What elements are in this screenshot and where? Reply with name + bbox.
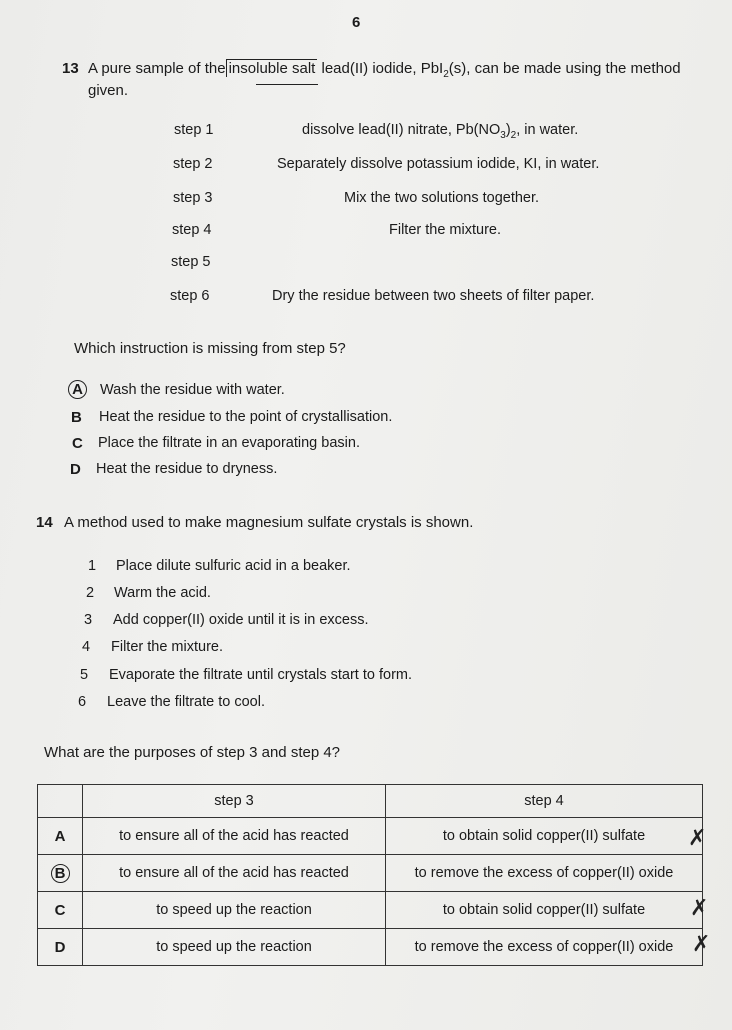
q14-question: What are the purposes of step 3 and step 4?	[44, 744, 341, 761]
q13-step-label: step 3	[173, 190, 213, 206]
q13-step-label: step 4	[172, 222, 212, 238]
q13-stem-line2: given.	[88, 82, 129, 99]
q14-number: 14	[36, 514, 53, 531]
table-row	[38, 818, 703, 855]
table-row	[38, 892, 703, 929]
step4-cell: to remove the excess of copper(II) oxide	[386, 855, 703, 892]
answer-circle: B	[51, 864, 70, 883]
q13-stem-line1: A pure sample of the insoluble salt lead(II) iodide, PbI$_2$(s), can be made using the method	[88, 60, 681, 80]
q14-step-text: Filter the mixture.	[111, 639, 223, 655]
table-header-cell: step 3	[83, 785, 386, 818]
q14-step-number: 4	[82, 639, 91, 655]
answer-circle: A	[68, 380, 87, 399]
table-header-row	[38, 785, 703, 818]
q14-step-number: 1	[88, 558, 97, 574]
q14-stem: A method used to make magnesium sulfate crystals is shown.	[64, 514, 474, 531]
q13-option-text: Heat the residue to the point of crystallisation.	[99, 409, 393, 425]
q13-option-text: Place the filtrate in an evaporating basin.	[98, 435, 360, 451]
q13-option-letter	[68, 380, 87, 399]
q13-number: 13	[62, 60, 79, 77]
cross-mark-icon: ✗	[690, 896, 709, 921]
step4-cell: to remove the excess of copper(II) oxide	[386, 929, 703, 966]
q14-step-number: 6	[78, 694, 87, 710]
q13-step-text: Mix the two solutions together.	[344, 190, 540, 206]
q14-step-text: Evaporate the filtrate until crystals start to form.	[109, 667, 413, 683]
q13-option-text: Heat the residue to dryness.	[96, 461, 278, 477]
q14-step-text: Place dilute sulfuric acid in a beaker.	[116, 558, 351, 574]
q13-step-text: Separately dissolve potassium iodide, KI, in water.	[277, 156, 600, 172]
q14-options-table	[37, 784, 703, 966]
q13-step-label: step 6	[170, 288, 210, 304]
option-letter: A	[38, 818, 83, 855]
step3-cell: to speed up the reaction	[83, 892, 386, 929]
q13-step-text: Filter the mixture.	[389, 222, 501, 238]
option-letter	[38, 855, 83, 892]
step4-cell: to obtain solid copper(II) sulfate	[386, 818, 703, 855]
q14-step-text: Leave the filtrate to cool.	[107, 694, 265, 710]
step4-cell: to obtain solid copper(II) sulfate	[386, 892, 703, 929]
q13-option-letter: D	[70, 461, 81, 478]
q13-option-text: Wash the residue with water.	[100, 382, 285, 398]
handwritten-underline	[256, 84, 318, 85]
table-row	[38, 929, 703, 966]
table-header-cell: step 4	[386, 785, 703, 818]
step3-cell: to ensure all of the acid has reacted	[83, 855, 386, 892]
q14-step-number: 5	[80, 667, 89, 683]
step3-cell: to speed up the reaction	[83, 929, 386, 966]
q14-step-number: 2	[86, 585, 95, 601]
q13-question: Which instruction is missing from step 5?	[74, 340, 346, 357]
q13-step-label: step 2	[173, 156, 213, 172]
cross-mark-icon: ✗	[688, 826, 707, 851]
page-number: 6	[352, 14, 361, 31]
q13-step-text: Dry the residue between two sheets of filter paper.	[272, 288, 595, 304]
q13-option-letter: C	[72, 435, 83, 452]
step3-cell: to ensure all of the acid has reacted	[83, 818, 386, 855]
q13-step-label: step 5	[171, 254, 211, 270]
q13-option-letter: B	[71, 409, 82, 426]
table-row	[38, 855, 703, 892]
q14-step-text: Add copper(II) oxide until it is in excess.	[113, 612, 369, 628]
option-letter: C	[38, 892, 83, 929]
q13-step-text: dissolve lead(II) nitrate, $Pb(NO_3)_2$, in water.	[302, 122, 579, 141]
option-letter: D	[38, 929, 83, 966]
q13-step-label: step 1	[174, 122, 214, 138]
q14-step-text: Warm the acid.	[114, 585, 211, 601]
q14-step-number: 3	[84, 612, 93, 628]
table-header-cell	[38, 785, 83, 818]
cross-mark-icon: ✗	[692, 932, 711, 957]
handwritten-circled-words: insoluble salt	[226, 59, 318, 77]
